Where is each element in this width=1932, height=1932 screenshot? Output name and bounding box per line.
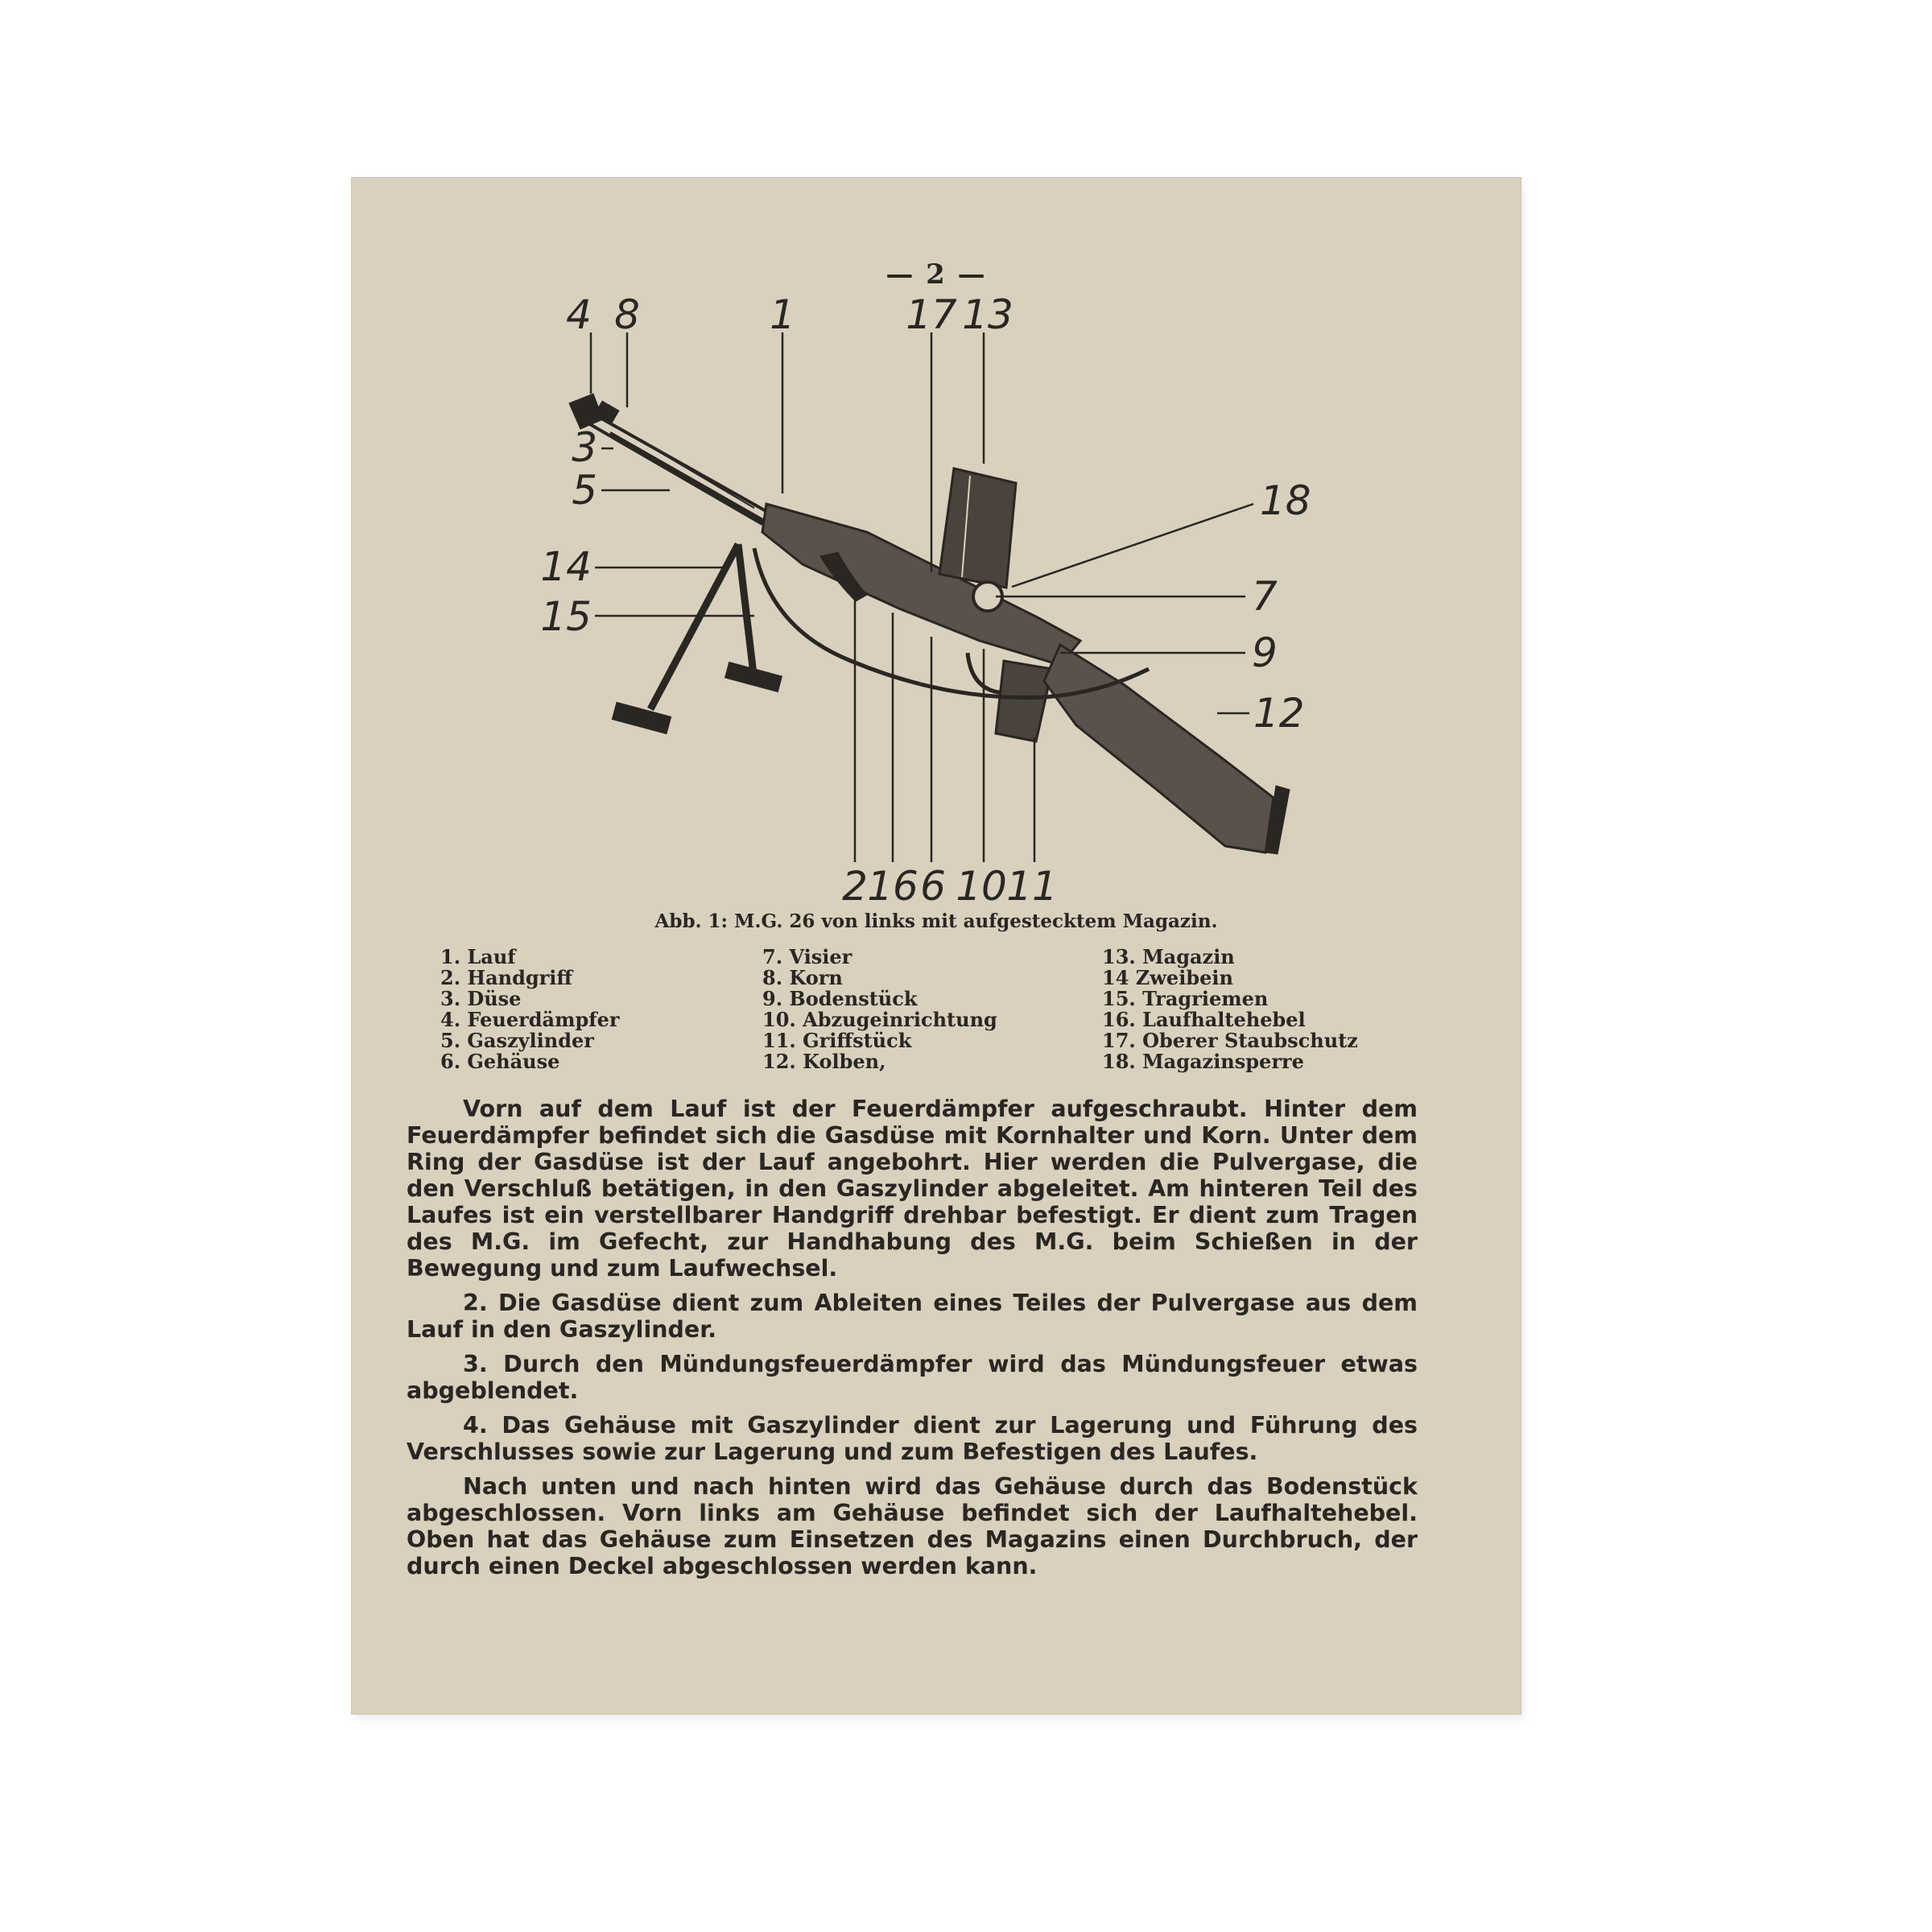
paragraph: 2. Die Gasdüse dient zum Ableiten eines Teiles der Pulvergase aus dem Lauf in den Gaszylinder.	[407, 1290, 1418, 1343]
legend-item: 3. Düse	[440, 987, 522, 1010]
callout-13: 13	[962, 291, 1013, 338]
callout-3: 3	[572, 424, 597, 471]
callout-9: 9	[1252, 630, 1278, 676]
page-number: — 2 —	[886, 258, 987, 291]
callout-15: 15	[540, 593, 592, 640]
paragraph: Vorn auf dem Lauf ist der Feuerdämpfer aufgeschraubt. Hinter dem Feuerdämpfer befindet sich die Gasdüse mit Kornhalter und Korn. Unter dem Ring der Gasdüse ist der Lauf angebohrt. Hier werden die Pulvergase, die den Verschluß betätigen, in den Gaszylinder abgeleitet. Am hinteren Teil des Laufes ist ein verstellbarer Handgriff drehbar befestigt. Er dient zum Tragen des M.G. im Gefecht, zur Handhabung des M.G. beim Schießen in der Bewegung und zum Laufwechsel.	[407, 1096, 1418, 1282]
legend-item: 7. Visier	[762, 945, 852, 968]
legend-column-1	[440, 947, 620, 1072]
legend-item: 8. Korn	[762, 966, 843, 989]
bipod-leg-left	[650, 544, 738, 709]
legend-column-3	[1102, 947, 1358, 1072]
paragraph: 4. Das Gehäuse mit Gaszylinder dient zur Lagerung und Führung des Verschlusses sowie zur Lagerung und zum Befestigen des Laufes.	[407, 1412, 1418, 1465]
paragraph: Nach unten und nach hinten wird das Gehäuse durch das Bodenstück abgeschlossen. Vorn links am Gehäuse befindet sich der Laufhaltehebel. Oben hat das Gehäuse zum Einsetzen des Magazins einen Durchbruch, der durch einen Deckel abgeschlossen werden kann.	[407, 1473, 1418, 1579]
legend-item: 6. Gehäuse	[440, 1050, 560, 1073]
callout-16: 16	[867, 863, 919, 910]
callout-5: 5	[572, 467, 597, 514]
bipod-foot-left	[612, 702, 671, 733]
legend-item: 14 Zweibein	[1102, 966, 1233, 989]
legend-item: 11. Griffstück	[762, 1029, 912, 1052]
bipod-leg-right	[738, 544, 754, 681]
stock	[1044, 645, 1274, 852]
legend-item: 9. Bodenstück	[762, 987, 918, 1010]
callout-6: 6	[920, 863, 946, 910]
legend-item: 2. Handgriff	[440, 966, 573, 989]
magazine	[939, 469, 1016, 588]
callout-12: 12	[1253, 690, 1305, 737]
callout-8: 8	[614, 291, 640, 338]
body-text	[407, 1096, 1418, 1587]
callout-2: 2	[842, 863, 868, 910]
callout-18: 18	[1260, 477, 1311, 524]
callout-7: 7	[1252, 573, 1278, 620]
legend-item: 12. Kolben,	[762, 1050, 886, 1073]
legend-item: 4. Feuerdämpfer	[440, 1008, 620, 1031]
gun-drawing	[569, 394, 1290, 854]
legend-column-2	[762, 947, 997, 1072]
pistol-grip	[996, 661, 1052, 741]
booklet-page	[352, 178, 1521, 1714]
figure-caption: Abb. 1: M.G. 26 von links mit aufgestecktem Magazin.	[654, 910, 1218, 932]
legend-item: 16. Laufhaltehebel	[1102, 1008, 1306, 1031]
paragraph: 3. Durch den Mündungsfeuerdämpfer wird das Mündungsfeuer etwas abgeblendet.	[407, 1351, 1418, 1404]
callout-11: 11	[1006, 863, 1058, 910]
legend-item: 13. Magazin	[1102, 945, 1235, 968]
callout-4: 4	[566, 291, 592, 338]
callout-10: 10	[956, 863, 1007, 910]
callout-17: 17	[906, 291, 957, 338]
callout-1: 1	[770, 291, 795, 338]
legend-item: 17. Oberer Staubschutz	[1102, 1029, 1358, 1052]
legend-item: 18. Magazinsperre	[1102, 1050, 1304, 1073]
callout-14: 14	[540, 543, 592, 590]
legend-item: 15. Tragriemen	[1102, 987, 1269, 1010]
legend-item: 1. Lauf	[440, 945, 516, 968]
legend-item: 5. Gaszylinder	[440, 1029, 594, 1052]
legend-item: 10. Abzugeinrichtung	[762, 1008, 997, 1031]
